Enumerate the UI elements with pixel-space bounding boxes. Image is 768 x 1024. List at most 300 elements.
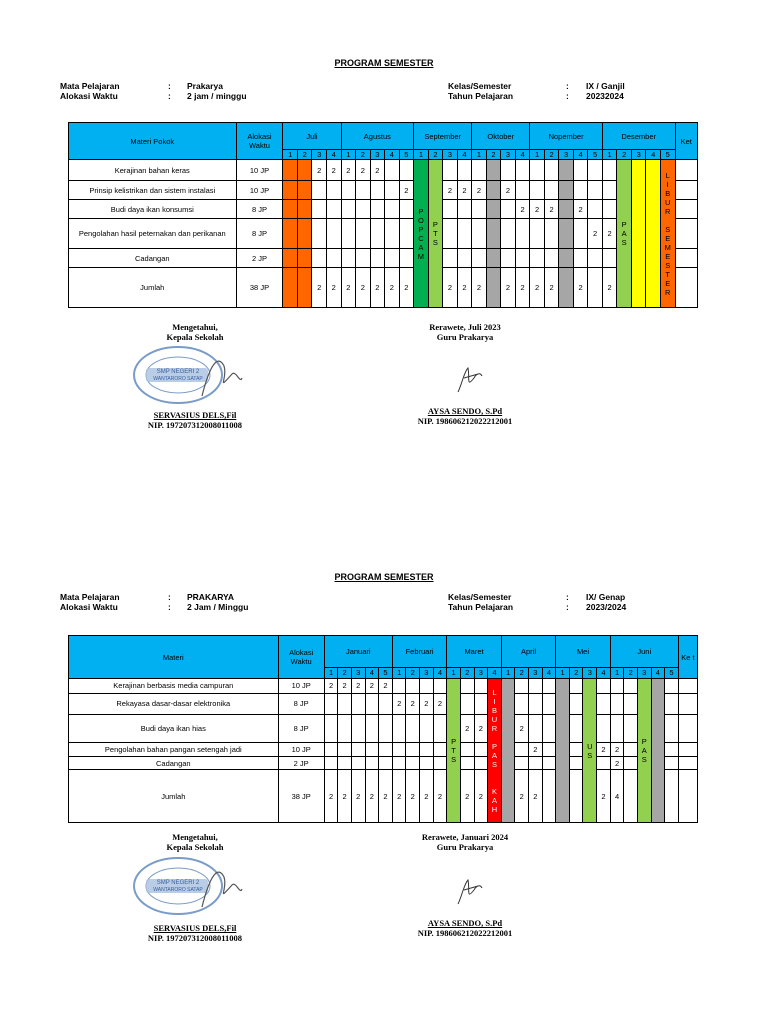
week-cell xyxy=(433,743,447,757)
week-cell: 2 xyxy=(326,160,341,181)
week-cell xyxy=(542,770,556,823)
week-cell xyxy=(474,679,488,694)
week-cell xyxy=(515,679,529,694)
sign-line: Rerawete, Januari 2024 xyxy=(421,832,509,842)
week-number: 4 xyxy=(365,667,379,679)
stamp-line2: WANTARORO SATAP xyxy=(153,887,203,893)
month-header: Maret xyxy=(447,636,502,668)
week-cell xyxy=(443,200,458,219)
week-cell xyxy=(392,756,406,770)
week-cell xyxy=(559,268,574,308)
week-cell: 2 xyxy=(610,756,624,770)
week-cell xyxy=(602,181,617,200)
week-number: 4 xyxy=(457,150,472,160)
week-cell xyxy=(501,219,516,249)
week-cell xyxy=(569,756,583,770)
week-number: 2 xyxy=(338,667,352,679)
vertical-letter xyxy=(488,733,501,742)
week-cell xyxy=(588,249,603,268)
colon: : xyxy=(168,592,171,602)
vertical-letter: I xyxy=(666,179,669,189)
week-cell: 2 xyxy=(351,770,365,823)
ket-cell xyxy=(675,268,697,308)
month-header: Mei xyxy=(556,636,610,668)
week-cell xyxy=(457,219,472,249)
week-cell xyxy=(544,249,559,268)
week-cell xyxy=(385,219,400,249)
week-number: 1 xyxy=(530,150,545,160)
week-number: 4 xyxy=(433,667,447,679)
materi-cell: Budi daya ikan hias xyxy=(69,714,279,742)
teacher-name: AYSA SENDO, S.Pd xyxy=(427,406,503,416)
week-cell xyxy=(379,743,393,757)
page-title-sem1: PROGRAM SEMESTER xyxy=(334,58,434,68)
week-cell: 2 xyxy=(515,200,530,219)
week-cell xyxy=(365,743,379,757)
week-cell xyxy=(472,200,487,219)
week-cell xyxy=(283,181,298,200)
week-cell xyxy=(326,200,341,219)
table-row xyxy=(69,181,698,200)
materi-cell: Jumlah xyxy=(69,268,237,308)
materi-cell: Kerajinan berbasis media campuran xyxy=(69,679,279,694)
gray-column xyxy=(651,679,665,823)
week-cell xyxy=(420,743,434,757)
alokasi-cell: 8 JP xyxy=(278,714,324,742)
week-cell xyxy=(573,219,588,249)
week-cell xyxy=(324,756,338,770)
table-row xyxy=(69,249,698,268)
teacher-signature-image xyxy=(452,876,486,908)
week-cell: 2 xyxy=(501,268,516,308)
week-cell xyxy=(597,756,611,770)
alokasi-cell: 8 JP xyxy=(278,693,324,714)
vertical-letter: S xyxy=(491,759,497,769)
week-cell: 2 xyxy=(529,770,543,823)
vertical-letter: A xyxy=(621,229,627,238)
vertical-letter: B xyxy=(491,705,497,715)
sign-line: Kepala Sekolah xyxy=(166,332,224,342)
week-cell xyxy=(665,679,679,694)
ket-cell xyxy=(678,756,697,770)
week-number: 3 xyxy=(443,150,458,160)
week-cell: 2 xyxy=(420,770,434,823)
week-cell: 2 xyxy=(365,679,379,694)
materi-cell: Cadangan xyxy=(69,249,237,268)
header-materi: Materi xyxy=(69,636,279,679)
week-cell: 2 xyxy=(544,200,559,219)
week-cell xyxy=(542,714,556,742)
colon-col xyxy=(168,81,171,101)
week-number: 2 xyxy=(515,667,529,679)
table-row xyxy=(69,200,698,219)
week-cell: 2 xyxy=(515,268,530,308)
stamp-line1: SMP NEGERI 2 xyxy=(156,369,200,375)
materi-cell: Pengolahan bahan pangan setengah jadi xyxy=(69,743,279,757)
week-cell xyxy=(365,693,379,714)
vertical-letter: P xyxy=(451,737,457,747)
week-cell xyxy=(559,249,574,268)
info-right-sem2 xyxy=(448,592,513,612)
week-cell xyxy=(573,249,588,268)
week-cell: 2 xyxy=(379,679,393,694)
week-cell: 2 xyxy=(610,743,624,757)
week-cell xyxy=(420,756,434,770)
vertical-letter: R xyxy=(665,287,671,297)
week-cell: 2 xyxy=(472,268,487,308)
week-cell: 2 xyxy=(597,770,611,823)
week-cell xyxy=(665,770,679,823)
week-cell xyxy=(602,160,617,181)
week-number: 1 xyxy=(602,150,617,160)
vertical-letter: I xyxy=(493,696,496,706)
week-number: 3 xyxy=(583,667,597,679)
week-cell xyxy=(559,181,574,200)
vertical-letter: P xyxy=(621,220,627,229)
value-alokasi-waktu: 2 jam / minggu xyxy=(187,91,247,101)
week-cell xyxy=(338,693,352,714)
week-cell xyxy=(324,714,338,742)
week-cell xyxy=(624,679,638,694)
week-cell: 2 xyxy=(501,181,516,200)
week-cell xyxy=(365,756,379,770)
libur-semester-column xyxy=(660,160,675,308)
week-cell xyxy=(406,679,420,694)
week-cell: 2 xyxy=(443,181,458,200)
vertical-letter: P xyxy=(641,737,647,747)
materi-cell: Pengolahan hasil peternakan dan perikanan xyxy=(69,219,237,249)
week-number: 2 xyxy=(624,667,638,679)
week-cell xyxy=(341,200,356,219)
month-header: April xyxy=(501,636,555,668)
pts-column xyxy=(447,679,461,823)
week-cell xyxy=(406,743,420,757)
alokasi-cell: 38 JP xyxy=(278,770,324,823)
teacher-nip: NIP. 198606212022212001 xyxy=(417,928,513,938)
ket-cell xyxy=(678,743,697,757)
pas-column xyxy=(617,160,632,308)
week-cell xyxy=(515,219,530,249)
table-row xyxy=(69,268,698,308)
week-cell: 2 xyxy=(312,160,327,181)
week-cell xyxy=(324,693,338,714)
popcam-column xyxy=(414,160,429,308)
colon: : xyxy=(168,602,171,612)
vertical-letter: S xyxy=(621,238,627,247)
week-cell xyxy=(665,743,679,757)
vertical-letter: L xyxy=(492,687,497,697)
semester-table-ganjil xyxy=(68,122,698,308)
week-number: 5 xyxy=(399,150,414,160)
week-cell: 4 xyxy=(610,770,624,823)
week-cell xyxy=(420,714,434,742)
table-row xyxy=(69,219,698,249)
week-cell: 2 xyxy=(338,679,352,694)
ket-cell xyxy=(675,181,697,200)
week-cell xyxy=(573,181,588,200)
week-cell xyxy=(385,249,400,268)
week-cell: 2 xyxy=(474,770,488,823)
week-number: 5 xyxy=(665,667,679,679)
week-number: 5 xyxy=(588,150,603,160)
week-cell xyxy=(501,200,516,219)
week-number: 3 xyxy=(637,667,651,679)
week-cell xyxy=(351,714,365,742)
vertical-letter xyxy=(488,769,501,778)
vertical-letter: S xyxy=(451,755,457,765)
week-cell xyxy=(472,249,487,268)
vertical-letter xyxy=(661,216,675,225)
week-cell xyxy=(283,268,298,308)
label-alokasi-waktu: Alokasi Waktu xyxy=(60,602,118,612)
week-cell xyxy=(326,249,341,268)
week-cell xyxy=(542,743,556,757)
week-cell xyxy=(338,714,352,742)
week-cell xyxy=(544,219,559,249)
week-cell: 2 xyxy=(392,693,406,714)
pas-column xyxy=(637,679,651,823)
table-row xyxy=(69,679,698,694)
week-cell xyxy=(338,756,352,770)
pts-column xyxy=(428,160,443,308)
week-cell: 2 xyxy=(443,268,458,308)
colon-col xyxy=(566,592,569,612)
teacher-name: AYSA SENDO, S.Pd xyxy=(427,918,503,928)
week-cell xyxy=(379,756,393,770)
week-cell: 2 xyxy=(529,743,543,757)
week-cell xyxy=(399,219,414,249)
week-cell xyxy=(406,756,420,770)
week-cell: 2 xyxy=(573,268,588,308)
week-cell xyxy=(602,200,617,219)
week-cell: 2 xyxy=(460,714,474,742)
week-cell xyxy=(283,219,298,249)
table-row xyxy=(69,756,698,770)
week-cell: 2 xyxy=(515,770,529,823)
week-number: 4 xyxy=(646,150,661,160)
week-cell xyxy=(597,679,611,694)
week-cell xyxy=(530,160,545,181)
vertical-letter: A xyxy=(641,746,647,756)
week-cell: 2 xyxy=(515,714,529,742)
label-kelas-semester: Kelas/Semester xyxy=(448,81,512,91)
vertical-letter xyxy=(488,778,501,787)
colon: : xyxy=(168,81,171,91)
week-cell: 2 xyxy=(602,268,617,308)
week-cell xyxy=(370,219,385,249)
materi-cell: Rekayasa dasar-dasar elektronika xyxy=(69,693,279,714)
week-cell: 2 xyxy=(399,268,414,308)
colon-col xyxy=(168,592,171,612)
gray-column xyxy=(501,679,515,823)
vertical-letter: A xyxy=(491,795,497,805)
value-kelas-semester: IX / Ganjil xyxy=(586,81,625,91)
week-number: 1 xyxy=(501,667,515,679)
label-alokasi-waktu: Alokasi Waktu xyxy=(60,91,118,101)
school-stamp-image xyxy=(132,855,244,917)
week-cell xyxy=(588,160,603,181)
vertical-letter: P xyxy=(432,220,438,229)
week-cell xyxy=(443,160,458,181)
week-cell xyxy=(486,219,501,249)
vertical-letter: S xyxy=(587,750,593,760)
week-cell xyxy=(544,160,559,181)
week-number: 1 xyxy=(414,150,429,160)
week-cell xyxy=(515,249,530,268)
info-left-sem1 xyxy=(60,81,120,101)
table-row xyxy=(69,714,698,742)
week-number: 3 xyxy=(370,150,385,160)
week-cell xyxy=(399,160,414,181)
week-number: 2 xyxy=(406,667,420,679)
week-number: 4 xyxy=(573,150,588,160)
week-cell xyxy=(624,693,638,714)
week-cell: 2 xyxy=(573,200,588,219)
week-cell xyxy=(341,249,356,268)
alokasi-cell: 10 JP xyxy=(236,160,283,181)
week-cell xyxy=(312,181,327,200)
week-number: 3 xyxy=(529,667,543,679)
week-cell xyxy=(529,693,543,714)
sign-line: Mengetahui, xyxy=(172,832,218,842)
header-ket: Ke t xyxy=(678,636,697,679)
ket-cell xyxy=(678,679,697,694)
header-ket: Ket xyxy=(675,123,697,160)
week-cell: 2 xyxy=(460,770,474,823)
week-number: 1 xyxy=(283,150,298,160)
week-cell: 2 xyxy=(312,268,327,308)
value-mata-pelajaran: Prakarya xyxy=(187,81,223,91)
week-cell xyxy=(542,756,556,770)
colon: : xyxy=(566,91,569,101)
week-cell xyxy=(457,160,472,181)
week-cell: 2 xyxy=(530,268,545,308)
week-cell xyxy=(515,160,530,181)
week-number: 3 xyxy=(501,150,516,160)
alokasi-cell: 8 JP xyxy=(236,200,283,219)
week-cell xyxy=(501,160,516,181)
week-cell xyxy=(530,219,545,249)
week-cell xyxy=(297,200,312,219)
week-number: 1 xyxy=(324,667,338,679)
week-cell xyxy=(351,743,365,757)
info-right-values-sem2 xyxy=(586,592,626,612)
week-number: 5 xyxy=(379,667,393,679)
week-number: 3 xyxy=(631,150,646,160)
week-cell xyxy=(457,200,472,219)
week-number: 4 xyxy=(488,667,502,679)
week-cell xyxy=(370,181,385,200)
week-cell xyxy=(420,679,434,694)
week-cell: 2 xyxy=(602,219,617,249)
week-cell xyxy=(588,181,603,200)
week-cell: 2 xyxy=(474,714,488,742)
month-header: Oktober xyxy=(472,123,530,150)
school-stamp-image xyxy=(132,344,244,406)
vertical-letter: S xyxy=(641,755,647,765)
week-cell xyxy=(624,714,638,742)
vertical-letter: S xyxy=(665,224,671,234)
week-cell xyxy=(379,693,393,714)
week-cell: 2 xyxy=(356,160,371,181)
sign-line: Guru Prakarya xyxy=(436,842,494,852)
week-cell xyxy=(515,693,529,714)
week-number: 2 xyxy=(460,667,474,679)
sign-line: Rerawete, Juli 2023 xyxy=(429,322,501,332)
table-row xyxy=(69,160,698,181)
week-number: 2 xyxy=(297,150,312,160)
stamp-line2: WANTARORO SATAP xyxy=(153,376,203,382)
week-number: 4 xyxy=(385,150,400,160)
week-cell xyxy=(356,200,371,219)
week-cell xyxy=(297,181,312,200)
week-number: 1 xyxy=(447,667,461,679)
week-cell xyxy=(486,200,501,219)
week-cell xyxy=(392,743,406,757)
week-cell: 2 xyxy=(399,181,414,200)
sign-line: Kepala Sekolah xyxy=(166,842,224,852)
vertical-letter: B xyxy=(665,188,671,198)
colon: : xyxy=(168,91,171,101)
week-cell xyxy=(460,756,474,770)
week-cell xyxy=(297,219,312,249)
gray-column xyxy=(556,679,570,823)
week-cell xyxy=(356,219,371,249)
materi-cell: Kerajinan bahan keras xyxy=(69,160,237,181)
vertical-letter: A xyxy=(491,750,497,760)
vertical-letter: H xyxy=(491,804,498,814)
info-right-values-sem1 xyxy=(586,81,625,101)
week-cell xyxy=(283,160,298,181)
materi-cell: Cadangan xyxy=(69,756,279,770)
info-values-sem1 xyxy=(187,81,247,101)
week-cell xyxy=(573,160,588,181)
week-cell xyxy=(597,714,611,742)
week-cell: 2 xyxy=(365,770,379,823)
week-cell: 2 xyxy=(370,160,385,181)
week-cell xyxy=(443,219,458,249)
week-cell xyxy=(326,219,341,249)
value-alokasi-waktu: 2 Jam / Minggu xyxy=(187,602,249,612)
week-number: 4 xyxy=(515,150,530,160)
week-cell xyxy=(597,693,611,714)
vertical-letter: R xyxy=(491,723,498,733)
yellow-column xyxy=(631,160,646,308)
yellow-column xyxy=(646,160,661,308)
week-cell xyxy=(569,679,583,694)
month-header: September xyxy=(414,123,472,150)
label-mata-pelajaran: Mata Pelajaran xyxy=(60,81,120,91)
week-cell xyxy=(356,249,371,268)
vertical-letter: P xyxy=(491,741,497,751)
week-number: 1 xyxy=(556,667,570,679)
info-values-sem2 xyxy=(187,592,248,612)
week-cell xyxy=(529,756,543,770)
week-cell xyxy=(544,181,559,200)
week-number: 1 xyxy=(610,667,624,679)
principal-name: SERVASIUS DELS,Fil xyxy=(153,410,237,420)
week-cell: 2 xyxy=(472,181,487,200)
alokasi-cell: 2 JP xyxy=(236,249,283,268)
week-cell: 2 xyxy=(370,268,385,308)
alokasi-cell: 10 JP xyxy=(278,679,324,694)
week-cell: 2 xyxy=(324,770,338,823)
week-cell xyxy=(472,160,487,181)
vertical-letter: R xyxy=(665,206,671,216)
ket-cell xyxy=(678,714,697,742)
week-cell: 2 xyxy=(457,268,472,308)
week-cell xyxy=(486,160,501,181)
